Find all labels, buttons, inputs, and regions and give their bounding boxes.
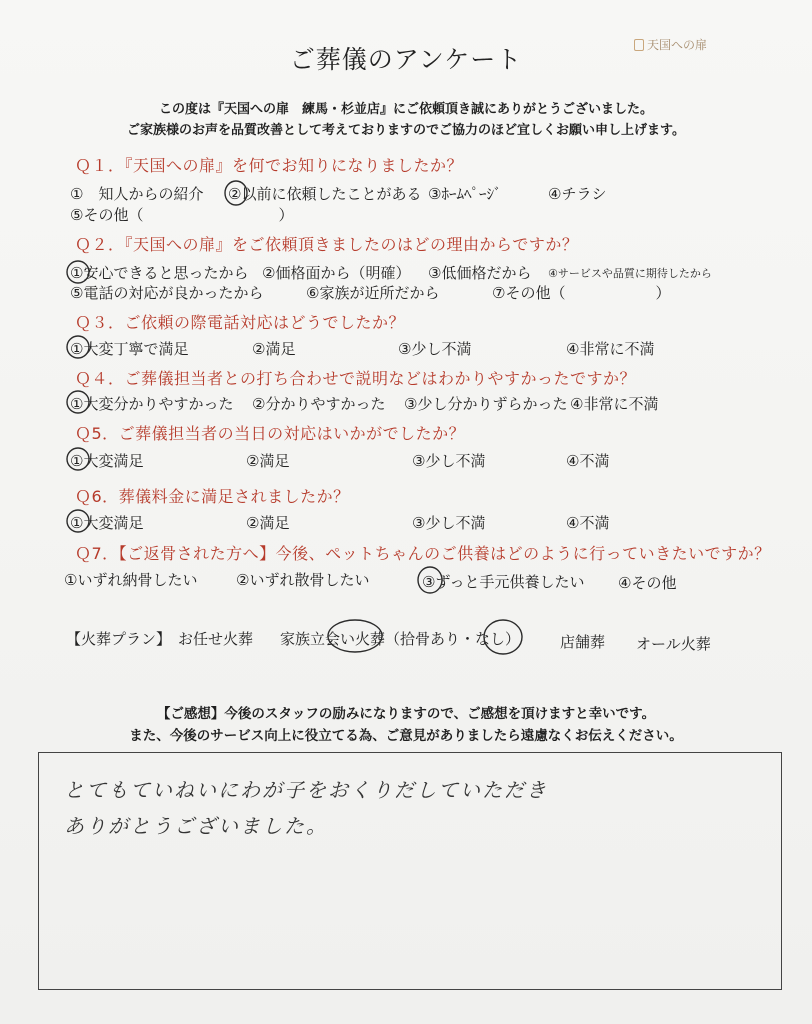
q2-option-1[interactable]: ①安心できると思ったから (70, 264, 249, 282)
q2-option-6[interactable]: ⑥家族が近所だから (306, 284, 440, 302)
cremation-plan-label: 【火葬プラン】 (66, 630, 172, 648)
q4-option-4[interactable]: ④非常に不満 (570, 395, 659, 413)
q4-option-1[interactable]: ①大変分かりやすかった (70, 395, 234, 413)
q2-option-7[interactable]: ⑦その他（ ） (492, 284, 671, 302)
plan-option-4[interactable]: オール火葬 (636, 635, 711, 653)
question-4-label: Ｑ４．ご葬儀担当者との打ち合わせで説明などはわかりやすかったですか？ (75, 369, 637, 388)
q1-option-1[interactable]: ① 知人からの紹介 (70, 185, 204, 203)
q6-option-1[interactable]: ①大変満足 (70, 514, 144, 532)
q2-option-5[interactable]: ⑤電話の対応が良かったから (70, 284, 264, 302)
q7-option-2[interactable]: ②いずれ散骨したい (236, 571, 370, 589)
question-6-label: Ｑ6．葬儀料金に満足されましたか？ (75, 487, 350, 506)
comments-heading-1: 【ご感想】今後のスタッフの励みになりますので、ご感想を頂けますと幸いです。 (156, 706, 656, 722)
q6-option-2[interactable]: ②満足 (246, 514, 290, 532)
q7-option-1[interactable]: ①いずれ納骨したい (64, 571, 198, 589)
plan-option-1[interactable]: お任せ火葬 (178, 630, 254, 648)
brand-logo (634, 36, 707, 53)
intro-line-2: ご家族様のお声を品質改善として考えておりますのでご協力のほど宜しくお願い申し上げます。 (127, 123, 685, 138)
q4-option-2[interactable]: ②分かりやすかった (252, 395, 386, 413)
q3-option-1[interactable]: ①大変丁寧で満足 (70, 340, 189, 358)
q6-option-4[interactable]: ④不満 (566, 514, 610, 532)
q5-option-1[interactable]: ①大変満足 (70, 452, 144, 470)
door-logo-icon (634, 39, 644, 51)
q5-option-4[interactable]: ④不満 (566, 452, 610, 470)
plan-option-2[interactable]: 家族立会い火葬（拾骨あり・なし） (280, 630, 521, 648)
q1-option-2[interactable]: ②以前に依頼したことがある (228, 185, 422, 203)
brand-logo-text: 天国への扉 (647, 38, 708, 52)
q3-option-2[interactable]: ②満足 (252, 340, 296, 358)
q1-option-4[interactable]: ④チラシ (548, 185, 607, 203)
q1-option-5[interactable]: ⑤その他（ ） (70, 206, 294, 224)
q7-option-3[interactable]: ③ずっと手元供養したい (422, 573, 585, 591)
handwritten-comment-line-1: とてもていねいにわが子をおくりだしていただき (64, 778, 548, 802)
q5-option-2[interactable]: ②満足 (246, 452, 290, 470)
q1-option-3[interactable]: ③ﾎｰﾑﾍﾟｰｼﾞ (428, 185, 502, 203)
comments-heading-2: また、今後のサービス向上に役立てる為、ご意見がありましたら遠慮なくお伝えください。 (129, 728, 683, 744)
q2-option-4[interactable]: ④サービスや品質に期待したから (548, 267, 712, 280)
question-3-label: Ｑ３．ご依頼の際電話対応はどうでしたか？ (75, 313, 406, 332)
q2-option-3[interactable]: ③低価格だから (428, 264, 532, 282)
q7-option-4[interactable]: ④その他 (618, 574, 677, 592)
q6-option-3[interactable]: ③少し不満 (412, 514, 486, 532)
q3-option-4[interactable]: ④非常に不満 (566, 340, 655, 358)
q5-option-3[interactable]: ③少し不満 (412, 452, 486, 470)
question-1-label: Ｑ１．『天国への扉』を何でお知りになりましたか？ (75, 156, 464, 175)
question-2-label: Ｑ２．『天国への扉』をご依頼頂きましたのはどの理由からですか？ (75, 235, 579, 254)
intro-line-1: この度は『天国への扉 練馬・杉並店』にご依頼頂き誠にありがとうございました。 (158, 102, 653, 117)
plan-option-3[interactable]: 店舗葬 (560, 633, 606, 651)
q4-option-3[interactable]: ③少し分かりずらかった (404, 395, 568, 413)
q3-option-3[interactable]: ③少し不満 (398, 340, 472, 358)
handwritten-comment-line-2: ありがとうございました。 (64, 814, 328, 838)
question-7-label: Ｑ7．【ご返骨された方へ】今後、ペットちゃんのご供養はどのように行っていきたいですか？ (75, 544, 771, 563)
question-5-label: Ｑ5．ご葬儀担当者の当日の対応はいかがでしたか？ (75, 424, 466, 443)
q2-option-2[interactable]: ②価格面から（明確） (262, 264, 411, 282)
page-title: ご葬儀のアンケート (289, 45, 523, 74)
